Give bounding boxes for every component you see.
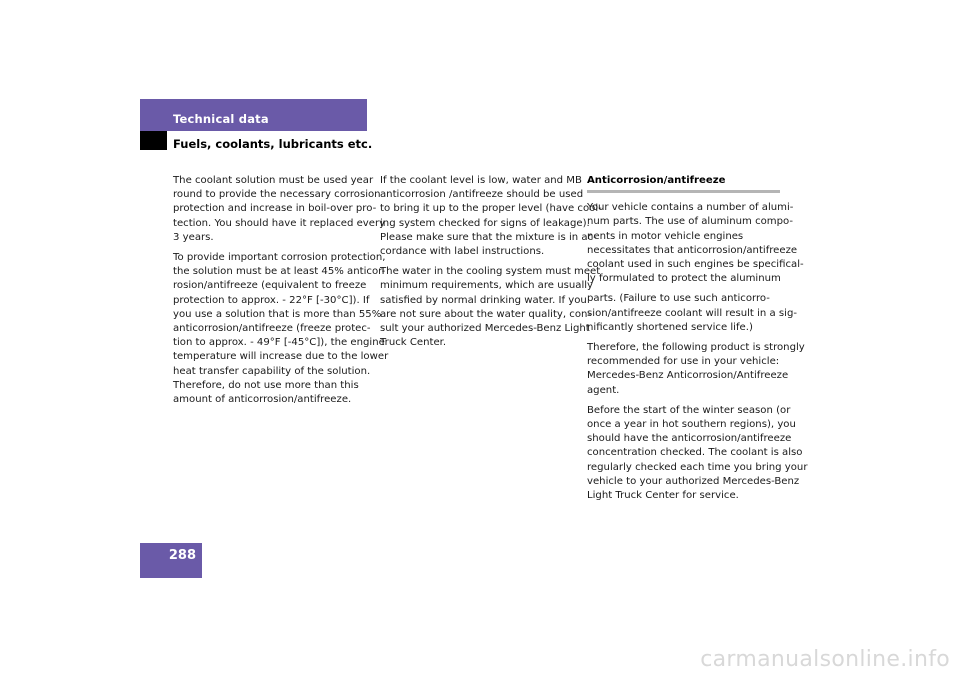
text-line: The water in the cooling system must meet — [380, 266, 601, 278]
text-line: Your vehicle contains a number of alumi- — [587, 202, 794, 214]
text-line: The coolant solution must be used year — [173, 175, 374, 186]
text-line: ing system checked for signs of leakage). — [380, 217, 590, 229]
text-line: temperature will increase due to the lower — [173, 351, 389, 363]
text-line: sion/antifreeze coolant will result in a sig- — [587, 307, 798, 319]
paragraph — [173, 174, 386, 245]
text-line: agent. — [587, 384, 620, 396]
text-line: ly formulated to protect the aluminum — [587, 273, 781, 285]
text-line: protection and increase in boil-over pro- — [173, 203, 377, 215]
text-line: Therefore, the following product is strongly — [587, 342, 805, 354]
text-line: 3 years. — [173, 231, 214, 243]
text-line: To provide important corrosion protection, — [173, 252, 386, 264]
paragraph — [587, 201, 804, 286]
text-line: Light Truck Center for service. — [587, 490, 739, 502]
text-line: tection. You should have it replaced every — [173, 217, 386, 229]
text-line: anticorrosion/antifreeze (freeze protec- — [173, 323, 371, 335]
page-subsection-title: Fuels, coolants, lubricants etc. — [173, 137, 373, 151]
text-line: recommended for use in your vehicle: — [587, 356, 780, 368]
paragraph — [380, 174, 602, 259]
paragraph — [587, 292, 798, 335]
text-line: satisfied by normal drinking water. If you — [380, 294, 587, 306]
text-line: the solution must be at least 45% anticor- — [173, 266, 386, 278]
text-line: are not sure about the water quality, con- — [380, 308, 592, 320]
text-column-1 — [173, 174, 389, 413]
text-line: you use a solution that is more than 55% — [173, 308, 382, 320]
text-line: Truck Center. — [380, 337, 447, 349]
text-line: num parts. The use of aluminum compo- — [587, 216, 794, 228]
header-tab-marker — [140, 131, 167, 150]
text-line: Before the start of the winter season (or — [587, 404, 791, 416]
text-line: anticorrosion /antifreeze should be used — [380, 189, 584, 201]
text-column-2 — [380, 174, 602, 356]
text-line: Mercedes-Benz Anticorrosion/Antifreeze — [587, 370, 789, 382]
text-line: Please make sure that the mixture is in ac- — [380, 231, 597, 243]
text-line: minimum requirements, which are usually — [380, 280, 594, 292]
text-line: rosion/antifreeze (equivalent to freeze — [173, 280, 367, 292]
page-number: 288 — [168, 548, 196, 563]
text-line: nificantly shortened service life.) — [587, 321, 753, 333]
text-line: vehicle to your authorized Mercedes-Benz — [587, 475, 800, 487]
text-line: tion to approx. - 49°F [-45°C]), the engine — [173, 337, 385, 349]
paragraph — [380, 265, 601, 350]
text-line: If the coolant level is low, water and MB — [380, 175, 582, 186]
text-column-3 — [587, 174, 808, 509]
text-line: round to provide the necessary corrosion — [173, 189, 381, 201]
text-line: protection to approx. - 22°F [-30°C]). If — [173, 294, 370, 306]
text-line: cordance with label instructions. — [380, 246, 545, 258]
text-line: should have the anticorrosion/antifreeze — [587, 433, 792, 445]
paragraph — [587, 341, 805, 398]
text-line: necessitates that anticorrosion/antifreeze — [587, 244, 798, 256]
watermark: carmanualsonline.info — [700, 647, 950, 672]
text-line: Therefore, do not use more than this — [173, 379, 359, 391]
page-section-title: Technical data — [173, 112, 269, 126]
section-heading: Anticorrosion/antifreeze — [587, 174, 780, 193]
text-line: concentration checked. The coolant is also — [587, 447, 803, 459]
text-line: sult your authorized Mercedes-Benz Light — [380, 323, 590, 335]
text-line: regularly checked each time you bring your — [587, 461, 808, 473]
text-line: amount of anticorrosion/antifreeze. — [173, 394, 352, 406]
text-line: heat transfer capability of the solution. — [173, 365, 371, 377]
text-line: parts. (Failure to use such anticorro- — [587, 293, 770, 305]
text-line: coolant used in such engines be specifical- — [587, 259, 804, 271]
text-line: to bring it up to the proper level (have cool- — [380, 203, 602, 215]
paragraph — [173, 251, 389, 407]
text-line: once a year in hot southern regions), you — [587, 419, 796, 431]
text-line: nents in motor vehicle engines — [587, 230, 744, 242]
paragraph — [587, 404, 808, 503]
